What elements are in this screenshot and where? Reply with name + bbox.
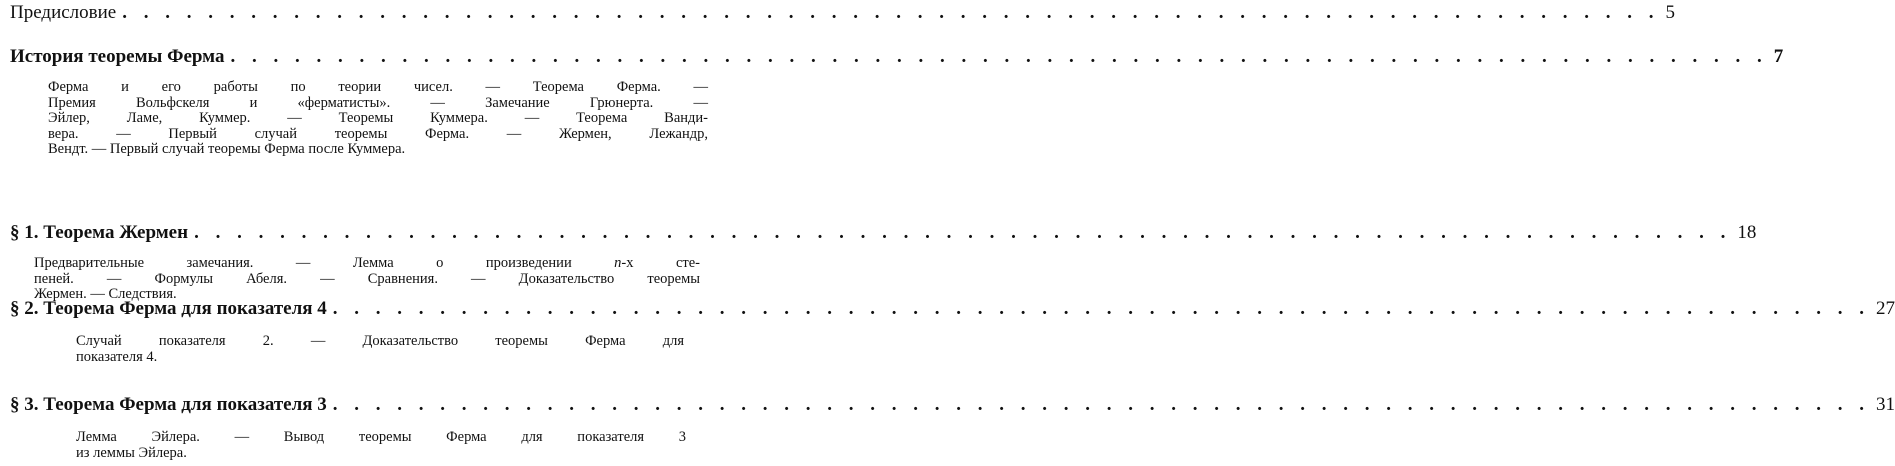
toc-entry-title: Предисловие	[10, 2, 117, 23]
toc-entry-title: § 2. Теорема Ферма для показателя 4	[10, 298, 327, 319]
description-line: пеней. — Формулы Абеля. — Сравнения. — Доказательство теоремы	[34, 270, 700, 287]
toc-leader-dots: . . . . . . . . . . . . . . . . . . . . . . . . . . . . . . . . . . . . . . . . . . . . . . . . . . . . . . . . . . . . . . . . . . . . . . . .	[230, 46, 1768, 67]
description-line: Вендт. — Первый случай теоремы Ферма после Куммера.	[48, 141, 406, 157]
toc-entry-history[interactable]	[10, 46, 1784, 74]
toc-entry-description	[76, 430, 686, 461]
toc-entry-section-3[interactable]	[10, 394, 1895, 422]
description-line: из леммы Эйлера.	[76, 444, 187, 461]
toc-page-number: 27	[1876, 298, 1895, 319]
description-line: вера. — Первый случай теоремы Ферма. — Жермен, Лежандр,	[48, 125, 708, 142]
toc-entry-description	[76, 334, 684, 365]
toc-entry-description	[48, 80, 708, 158]
toc-entry-description	[34, 256, 700, 303]
toc-leader-dots: . . . . . . . . . . . . . . . . . . . . . . . . . . . . . . . . . . . . . . . . . . . . . . . . . . . . . . . . . . . . . . . . . . . . . . . .	[194, 222, 1732, 243]
description-line: Лемма Эйлера. — Вывод теоремы Ферма для показателя 3	[76, 429, 686, 445]
toc-leader-dots: . . . . . . . . . . . . . . . . . . . . . . . . . . . . . . . . . . . . . . . . . . . . . . . . . . . . . . . . . . . . . . . . . . . . . . . .	[122, 2, 1660, 23]
toc-entry-section-2[interactable]	[10, 298, 1895, 326]
toc-entry-section-1[interactable]	[10, 222, 1757, 250]
toc-leader-dots: . . . . . . . . . . . . . . . . . . . . . . . . . . . . . . . . . . . . . . . . . . . . . . . . . . . . . . . . . . . . . . . . . . . . . . . .	[332, 298, 1871, 319]
toc-entry-title: История теоремы Ферма	[10, 46, 225, 67]
toc-entry-title: § 1. Теорема Жермен	[10, 222, 189, 243]
description-line: Предварительные замечания. — Лемма о произведении n-х сте-	[34, 255, 700, 271]
description-line: Ферма и его работы по теории чисел. — Теорема Ферма. —	[48, 79, 708, 95]
toc-page-number: 7	[1773, 46, 1784, 67]
toc-page-number: 18	[1737, 222, 1757, 243]
toc-leader-dots: . . . . . . . . . . . . . . . . . . . . . . . . . . . . . . . . . . . . . . . . . . . . . . . . . . . . . . . . . . . . . . . . . . . . . . . .	[332, 394, 1871, 415]
toc-entry-title: § 3. Теорема Ферма для показателя 3	[10, 394, 327, 415]
description-line: показателя 4.	[76, 348, 158, 365]
description-line: Случай показателя 2. — Доказательство теоремы Ферма для	[76, 333, 684, 349]
description-line: Эйлер, Ламе, Куммер. — Теоремы Куммера. — Теорема Ванди-	[48, 110, 708, 126]
toc-page-number: 31	[1876, 394, 1895, 415]
toc-page-number: 5	[1665, 2, 1675, 23]
toc-entry-preface[interactable]	[10, 2, 1675, 30]
description-line: Жермен. — Следствия.	[34, 286, 177, 302]
description-line: Премия Вольфскеля и «ферматисты». — Замечание Грюнерта. —	[48, 94, 708, 111]
